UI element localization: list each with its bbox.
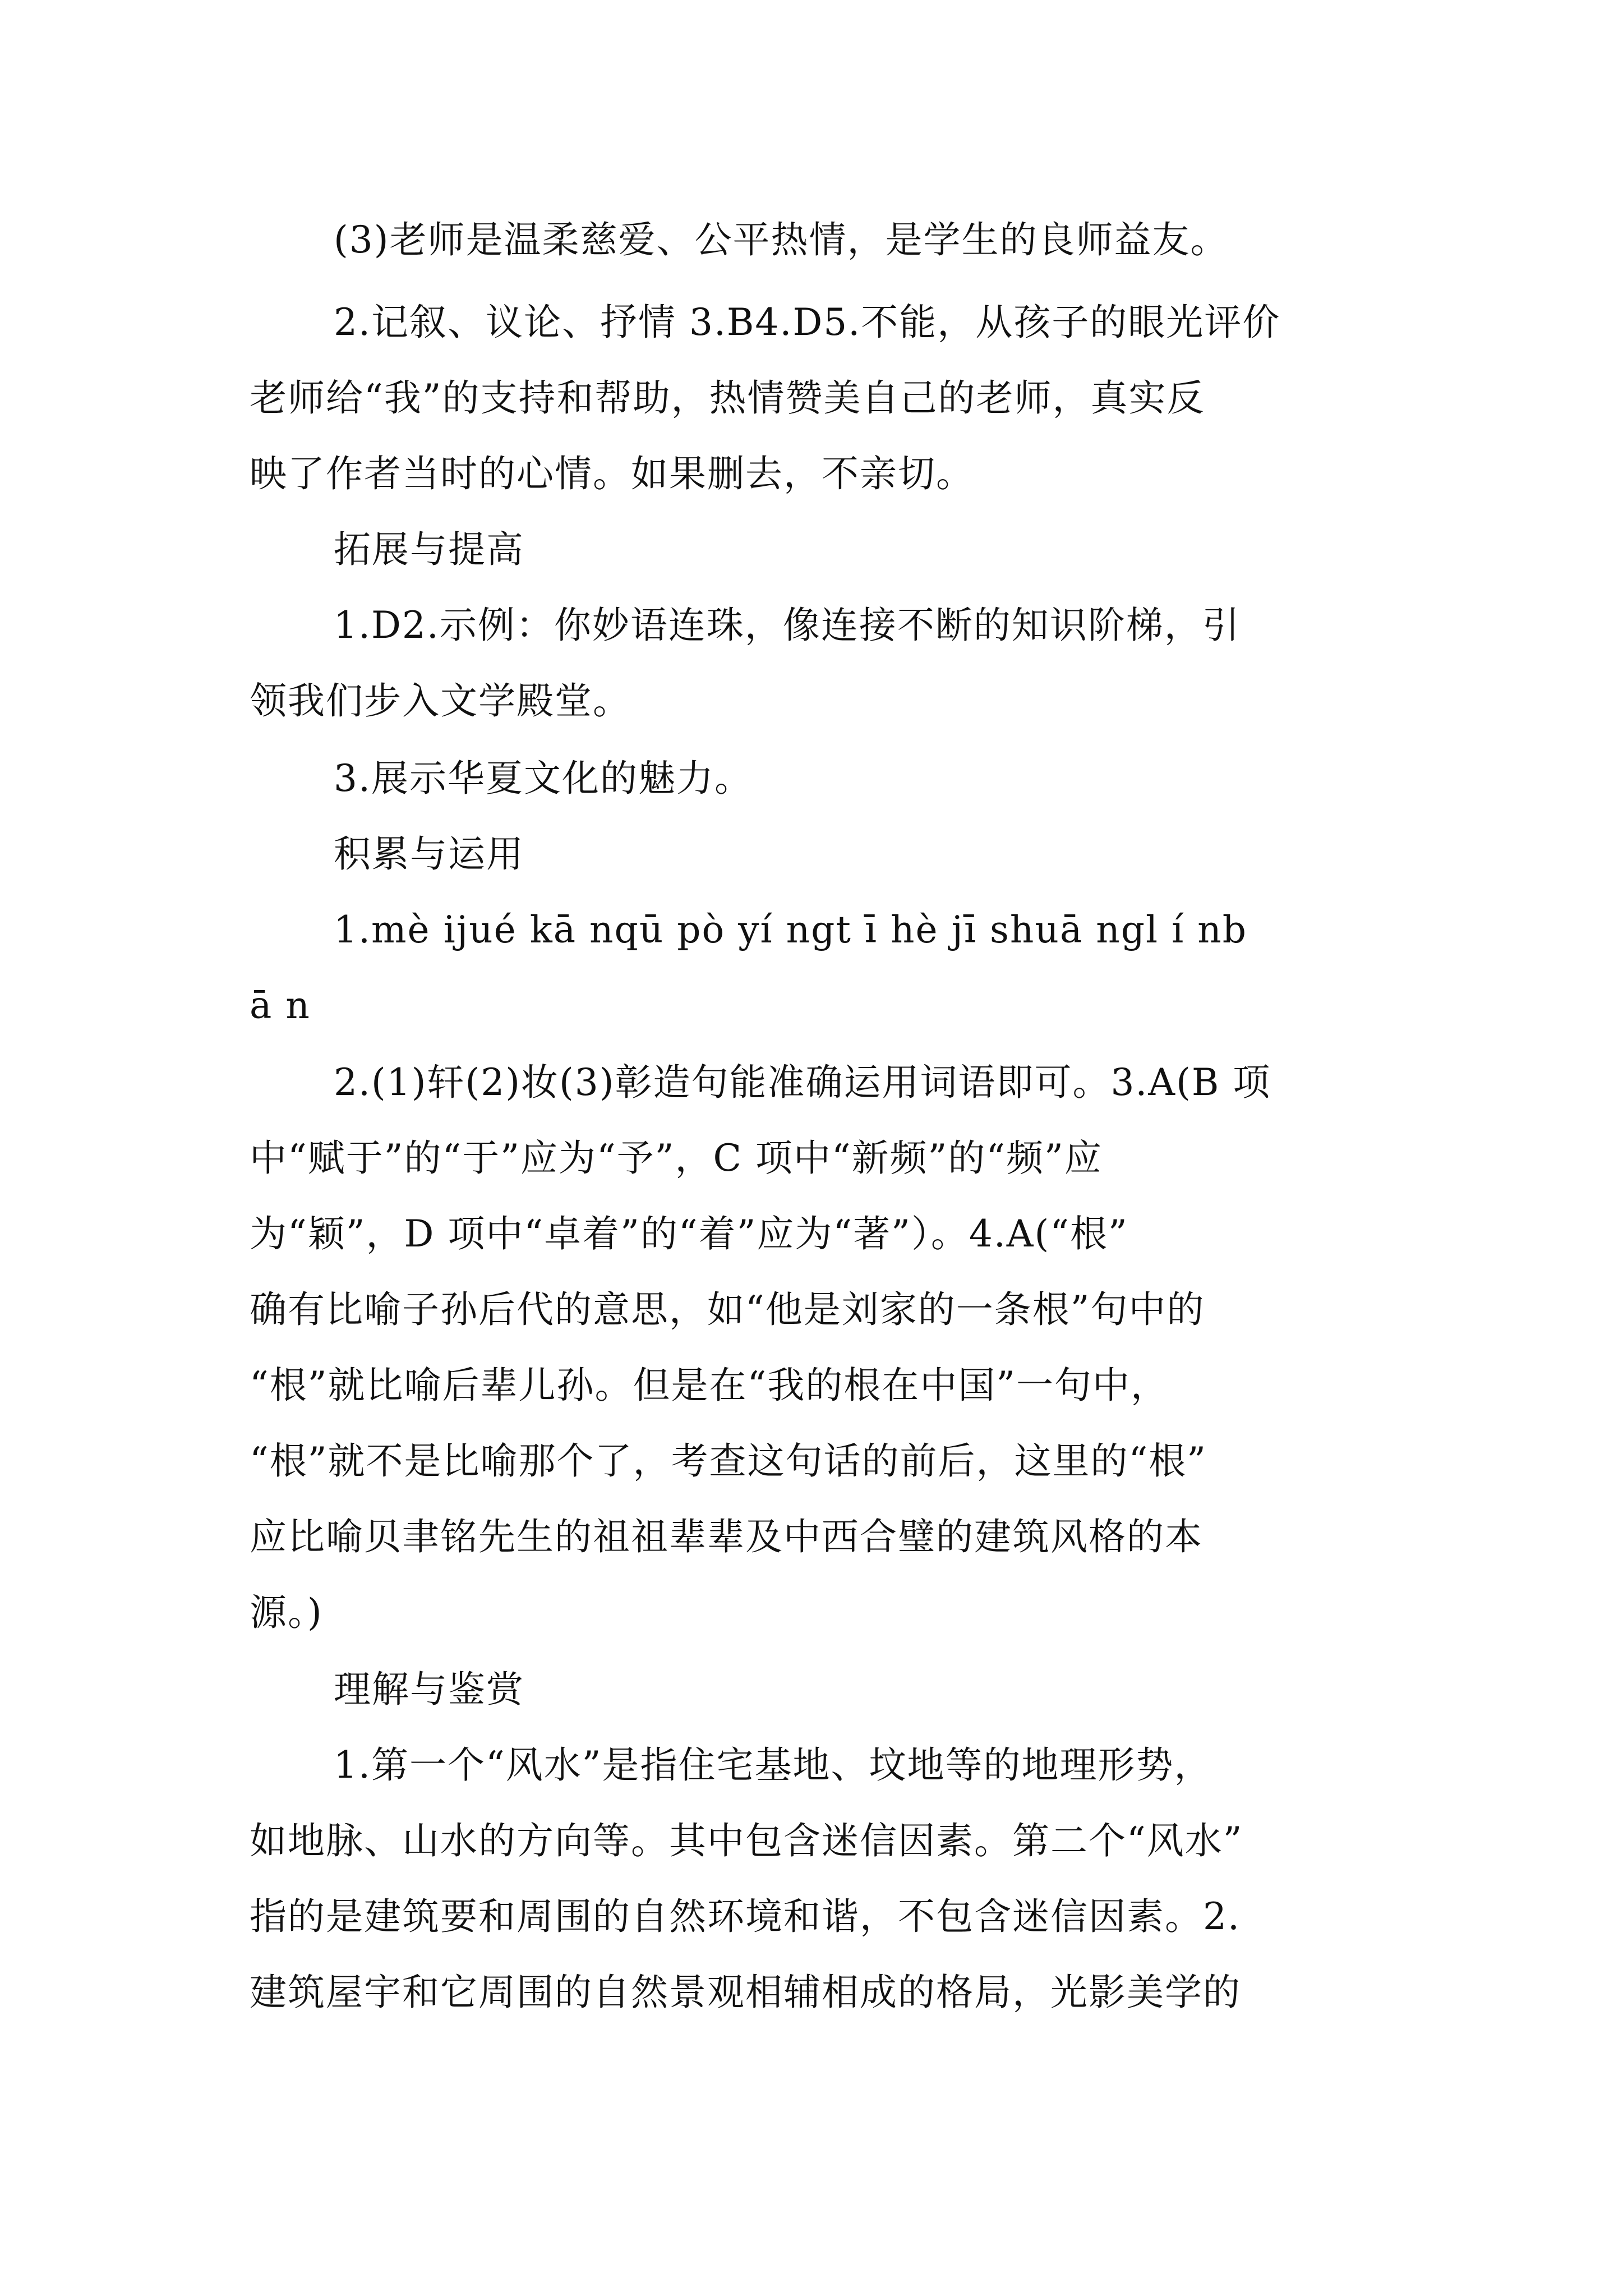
section-heading: 理解与鉴赏 <box>334 1668 524 1711</box>
paragraph-line: 3.展示华夏文化的魅力。 <box>334 757 753 800</box>
paragraph-line: “根”就比喻后辈儿孙。但是在“我的根在中国”一句中， <box>250 1364 1169 1407</box>
paragraph-line: 为“颖”，D 项中“卓着”的“着”应为“著”）。4.A(“根” <box>250 1212 1128 1255</box>
paragraph-line: 2.(1)轩(2)妆(3)彰造句能准确运用词语即可。3.A(B 项 <box>334 1061 1271 1104</box>
paragraph-line: 1.第一个“风水”是指住宅基地、坟地等的地理形势， <box>334 1743 1212 1787</box>
paragraph-line: 老师给“我”的支持和帮助，热情赞美自己的老师，真实反 <box>250 376 1205 420</box>
paragraph-line: 如地脉、山水的方向等。其中包含迷信因素。第二个“风水” <box>250 1819 1243 1862</box>
section-heading: 积累与运用 <box>334 832 524 876</box>
paragraph-line: 确有比喻子孙后代的意思，如“他是刘家的一条根”句中的 <box>250 1288 1205 1331</box>
paragraph-line: 指的是建筑要和周围的自然环境和谐，不包含迷信因素。2. <box>250 1895 1241 1938</box>
paragraph-line: 领我们步入文学殿堂。 <box>250 679 631 723</box>
paragraph-line: 2.记叙、议论、抒情 3.B4.D5.不能，从孩子的眼光评价 <box>334 301 1281 344</box>
paragraph-line: 建筑屋宇和它周围的自然景观相辅相成的格局，光影美学的 <box>250 1971 1241 2014</box>
paragraph-line: 1.D2.示例：你妙语连珠，像连接不断的知识阶梯，引 <box>334 604 1241 647</box>
paragraph-line: 应比喻贝聿铭先生的祖祖辈辈及中西合璧的建筑风格的本 <box>250 1515 1203 1558</box>
pinyin-line: 1.mè ijué kā nqū pò yí ngt ī hè jī shuā ngl í nb <box>334 908 1247 951</box>
paragraph-line: 源。) <box>250 1591 323 1634</box>
paragraph-line: “根”就不是比喻那个了，考查这句话的前后，这里的“根” <box>250 1439 1207 1483</box>
paragraph-line: (3)老师是温柔慈爱、公平热情，是学生的良师益友。 <box>334 218 1229 261</box>
paragraph-line: 中“赋于”的“于”应为“予”，C 项中“新频”的“频”应 <box>250 1137 1103 1180</box>
pinyin-line: ā n <box>250 984 311 1027</box>
paragraph-line: 映了作者当时的心情。如果删去，不亲切。 <box>250 452 974 495</box>
section-heading: 拓展与提高 <box>334 528 524 571</box>
